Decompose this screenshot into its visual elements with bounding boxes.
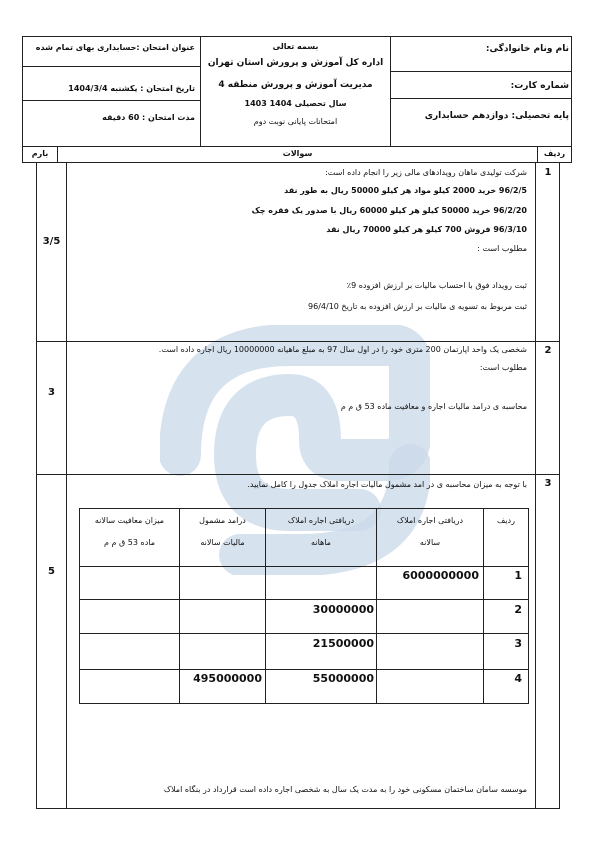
exam-date: تاریخ امتحان : یکشنبه 1404/3/4 xyxy=(68,84,195,93)
table-header-annual-rent: دریافتی اجاره املاک xyxy=(396,516,464,525)
student-name-label: نام ونام خانوادگی: xyxy=(485,44,569,54)
table-header-monthly-rent: دریافتی اجاره املاک xyxy=(287,516,355,525)
exam-title: عنوان امتحان :حسابداری بهای تمام شده xyxy=(35,43,195,52)
question-1-line: مطلوب است : xyxy=(477,244,527,253)
card-number-label: شماره کارت: xyxy=(510,81,569,91)
table-header-annual-rent: سالانه xyxy=(419,538,441,547)
question-2-line: شخصی یک واحد اپارتمان 200 متری خود را در اول سال 97 به مبلغ ماهیانه 10000000 ریال اجاره داده است. xyxy=(158,345,527,354)
question-1-line: ثبت رویداد فوق با احتساب مالیات بر ارزش افزوده 9٪ xyxy=(346,281,527,290)
question-2-line: محاسبه ی درامد مالیات اجاره و معافیت ماده 53 ق م م xyxy=(340,402,527,411)
exam-duration: مدت امتحان : 60 دقیقه xyxy=(102,113,195,122)
table-cell-monthly-rent: 21500000 xyxy=(312,637,374,650)
table-header-exemption: میزان معافیت سالانه xyxy=(94,516,165,525)
table-cell-annual-rent: 6000000000 xyxy=(402,569,479,582)
column-row-label: ردیف xyxy=(543,149,566,158)
question-3-line: با توجه به میزان محاسبه ی در امد مشمول مالیات اجاره املاک جدول را کامل نمایید. xyxy=(247,480,527,489)
column-questions-label: سوالات xyxy=(282,149,313,158)
grade-label: پایه تحصیلی: دوازدهم حسابداری xyxy=(424,111,569,121)
question-1-line: 96/2/5 خرید 2000 کیلو مواد هر کیلو 50000 ریال به طور نقد xyxy=(284,186,527,195)
table-row-number: 1 xyxy=(514,569,522,582)
question-1-score: 3/5 xyxy=(42,236,61,247)
org-line-1: اداره کل آموزش و پرورش استان تهران xyxy=(207,58,384,68)
column-score-label: بارم xyxy=(31,149,49,158)
question-3-score: 5 xyxy=(48,566,55,577)
table-cell-monthly-rent: 55000000 xyxy=(312,672,374,685)
question-3-number: 3 xyxy=(544,478,552,489)
table-cell-monthly-rent: 30000000 xyxy=(312,603,374,616)
table-header-monthly-rent: ماهانه xyxy=(311,538,331,547)
table-row-number: 4 xyxy=(514,672,522,685)
question-1-line: شرکت تولیدی ماهان رویدادهای مالی زیر را انجام داده است: xyxy=(325,168,527,177)
table-header-taxable-income: درامد مشمول xyxy=(199,516,246,525)
question-2-score: 3 xyxy=(48,387,55,398)
table-row-number: 3 xyxy=(514,637,522,650)
answer-table xyxy=(79,508,529,703)
question-1-number: 1 xyxy=(544,167,552,178)
table-row-number: 2 xyxy=(514,603,522,616)
question-2-number: 2 xyxy=(544,345,552,356)
exam-type: امتحانات پایانی نوبت دوم xyxy=(253,117,338,126)
basmala: بسمه تعالی xyxy=(272,42,319,51)
table-header-exemption: ماده 53 ق م م xyxy=(104,538,155,547)
question-2-line: مطلوب است: xyxy=(479,363,527,372)
question-1-line: ثبت مربوط به تسویه ی مالیات بر ارزش افزوده به تاریخ 96/4/10 xyxy=(308,302,527,311)
question-1-line: 96/3/10 فروش 700 کیلو هر کیلو 70000 ریال نقد xyxy=(326,225,527,234)
table-cell-taxable-income: 495000000 xyxy=(193,672,262,685)
question-1-line: 96/2/20 خرید 50000 کیلو هر کیلو 60000 ریال با صدور یک فقره چک xyxy=(251,206,527,215)
org-line-2: مدیریت آموزش و پرورش منطقه 4 xyxy=(218,80,373,90)
table-header-taxable-income: مالیات سالانه xyxy=(200,538,245,547)
next-question-text: موسسه سامان ساختمان مسکونی خود را به مدت یک سال به شخصی اجاره داده است قرارداد در بنگاه املاک xyxy=(163,785,527,794)
academic-year: سال تحصیلی 1404 1403 xyxy=(244,99,347,108)
table-header-row: ردیف xyxy=(497,516,515,525)
